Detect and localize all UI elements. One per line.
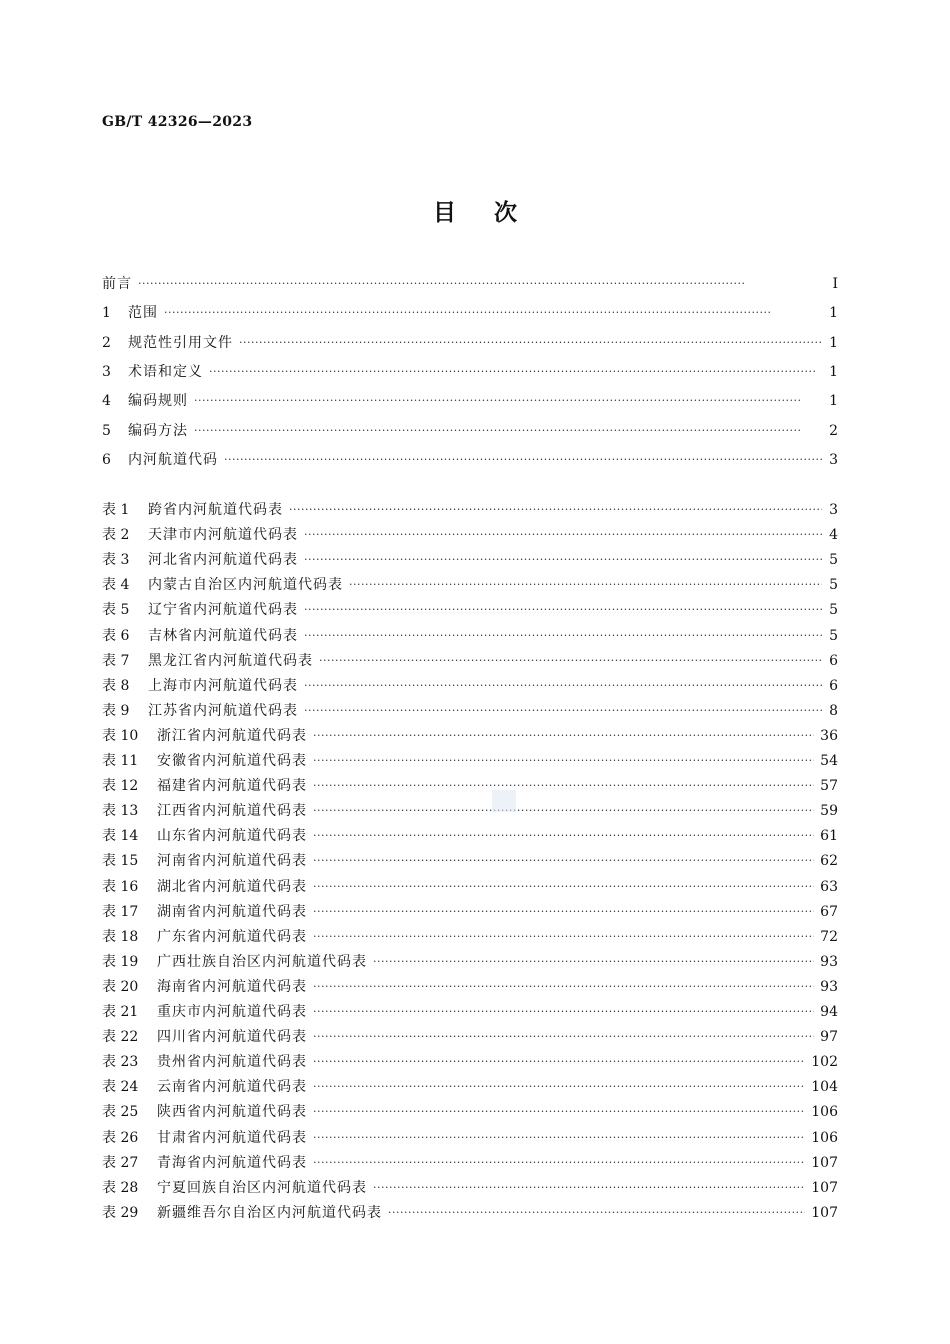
toc-entry-number: 表 11 xyxy=(102,753,139,769)
toc-entry-page: 72 xyxy=(820,928,838,945)
toc-entry-label: 四川省内河航道代码表 xyxy=(157,1029,307,1046)
toc-entry-number: 表 6 xyxy=(102,627,130,644)
dot-leader xyxy=(388,1201,805,1225)
toc-entry[interactable] xyxy=(102,1126,838,1150)
toc-entry-page: 107 xyxy=(811,1179,838,1196)
toc-entry[interactable] xyxy=(102,272,838,296)
toc-entry[interactable] xyxy=(102,1075,838,1099)
toc-entry-page: 6 xyxy=(829,652,838,669)
toc-entry-page: 94 xyxy=(820,1004,838,1020)
dot-leader xyxy=(313,900,814,924)
toc-entry-page: 3 xyxy=(829,502,838,518)
toc-entry[interactable] xyxy=(102,448,838,472)
toc-entry[interactable] xyxy=(102,674,838,698)
dot-leader xyxy=(373,950,814,974)
toc-entry-number: 表 3 xyxy=(102,552,130,569)
document-code: GB/T 42326—2023 xyxy=(102,114,253,130)
toc-entry-number: 表 8 xyxy=(102,677,130,694)
toc-entry-number: 表 18 xyxy=(102,928,139,945)
dot-leader xyxy=(138,272,822,296)
toc-entry-label: 陕西省内河航道代码表 xyxy=(157,1104,307,1121)
watermark-mark xyxy=(492,790,516,812)
toc-entry-number: 4 xyxy=(102,393,111,410)
toc-entry-page: 106 xyxy=(811,1104,838,1121)
dot-leader xyxy=(313,749,814,773)
toc-entry-page: 102 xyxy=(811,1054,838,1071)
toc-entry-label: 跨省内河航道代码表 xyxy=(148,502,283,518)
toc-entry-number: 表 25 xyxy=(102,1104,139,1121)
toc-entry-label: 范围 xyxy=(128,305,158,322)
toc-entry-page: 6 xyxy=(829,677,838,694)
dot-leader xyxy=(209,360,822,384)
dot-leader xyxy=(313,975,814,999)
toc-entry-label: 术语和定义 xyxy=(128,363,203,380)
dot-leader xyxy=(373,1176,805,1200)
dot-leader xyxy=(313,1075,805,1099)
dot-leader xyxy=(304,598,822,622)
toc-entry-label: 江苏省内河航道代码表 xyxy=(148,702,298,719)
toc-entry-page: 5 xyxy=(829,627,838,644)
toc-entry-page: 5 xyxy=(829,602,838,619)
dot-leader xyxy=(304,548,822,572)
dot-leader xyxy=(313,1126,805,1150)
toc-entry[interactable] xyxy=(102,301,838,325)
toc-entry-label: 广西壮族自治区内河航道代码表 xyxy=(157,953,367,970)
toc-entry-page: 1 xyxy=(829,393,838,410)
toc-entry-number: 表 22 xyxy=(102,1029,139,1046)
toc-entry-label: 山东省内河航道代码表 xyxy=(157,828,307,845)
toc-entry-page: 67 xyxy=(820,903,838,920)
toc-entry[interactable] xyxy=(102,799,838,823)
toc-entry[interactable] xyxy=(102,1201,838,1225)
toc-entry-label: 辽宁省内河航道代码表 xyxy=(148,602,298,619)
toc-entry-label: 湖南省内河航道代码表 xyxy=(157,903,307,920)
toc-entry[interactable] xyxy=(102,1176,838,1200)
dot-leader xyxy=(304,699,822,723)
toc-entry-number: 表 27 xyxy=(102,1154,139,1171)
toc-entry-label: 贵州省内河航道代码表 xyxy=(157,1054,307,1071)
toc-entry-number: 表 9 xyxy=(102,702,130,719)
dot-leader xyxy=(313,1000,814,1024)
toc-entry-label: 江西省内河航道代码表 xyxy=(157,803,307,820)
toc-entry[interactable] xyxy=(102,498,838,522)
toc-entry[interactable] xyxy=(102,1100,838,1124)
toc-entry[interactable] xyxy=(102,774,838,798)
toc-entry-page: 104 xyxy=(811,1079,838,1096)
toc-entry-label: 青海省内河航道代码表 xyxy=(157,1154,307,1171)
toc-entry[interactable] xyxy=(102,573,838,597)
toc-entry-number: 表 26 xyxy=(102,1129,139,1146)
toc-entry-number: 2 xyxy=(102,334,111,351)
toc-entry-number: 表 7 xyxy=(102,652,130,669)
toc-entry-label: 福建省内河航道代码表 xyxy=(157,778,307,795)
dot-leader xyxy=(349,573,822,597)
toc-entry[interactable] xyxy=(102,724,838,748)
toc-entry-page: 36 xyxy=(820,727,838,744)
dot-leader xyxy=(313,824,814,848)
toc-entry-number: 表 13 xyxy=(102,803,139,820)
toc-entry-page: 5 xyxy=(829,552,838,569)
dot-leader xyxy=(319,649,822,673)
toc-entry-label: 吉林省内河航道代码表 xyxy=(148,627,298,644)
dot-leader xyxy=(164,301,822,325)
toc-entry-page: 3 xyxy=(829,451,838,468)
toc-entry-number: 表 20 xyxy=(102,978,139,995)
toc-entry-label: 编码方法 xyxy=(128,422,188,439)
dot-leader xyxy=(313,875,814,899)
dot-leader xyxy=(224,448,822,472)
toc-entry-page: 4 xyxy=(829,527,838,544)
dot-leader xyxy=(313,799,814,823)
toc-entry-page: 93 xyxy=(820,953,838,970)
toc-entry-page: 59 xyxy=(820,803,838,820)
toc-entry-label: 黑龙江省内河航道代码表 xyxy=(148,652,313,669)
toc-entry-label: 云南省内河航道代码表 xyxy=(157,1079,307,1096)
toc-entry-page: 107 xyxy=(811,1154,838,1171)
toc-entry-number: 表 10 xyxy=(102,727,139,744)
toc-entry-page: 1 xyxy=(829,334,838,351)
toc-entry-number: 表 4 xyxy=(102,577,130,594)
toc-entry-label: 河北省内河航道代码表 xyxy=(148,552,298,569)
dot-leader xyxy=(313,849,814,873)
toc-entry-number: 表 28 xyxy=(102,1179,139,1196)
toc-entry-page: 57 xyxy=(820,778,838,795)
toc-entry-number: 表 2 xyxy=(102,527,130,544)
dot-leader xyxy=(304,523,822,547)
dot-leader xyxy=(304,674,822,698)
toc-entry[interactable] xyxy=(102,749,838,773)
toc-entry-label: 编码规则 xyxy=(128,393,188,410)
dot-leader xyxy=(304,624,822,648)
toc-entry[interactable] xyxy=(102,389,838,413)
toc-entry-page: 63 xyxy=(820,878,838,895)
toc-entry-number: 表 29 xyxy=(102,1204,139,1221)
dot-leader xyxy=(194,419,822,443)
toc-entry-label: 前言 xyxy=(102,276,132,292)
toc-entry-label: 湖北省内河航道代码表 xyxy=(157,878,307,895)
toc-entry-label: 规范性引用文件 xyxy=(128,334,233,351)
toc-entry-page: 5 xyxy=(829,577,838,594)
toc-entry-page: 1 xyxy=(829,363,838,380)
toc-entry-label: 广东省内河航道代码表 xyxy=(157,928,307,945)
toc-entry-page: 8 xyxy=(829,702,838,719)
toc-entry-page: 107 xyxy=(811,1204,838,1221)
toc-entry[interactable] xyxy=(102,975,838,999)
toc-entry-number: 表 19 xyxy=(102,953,139,970)
toc-entry-page: 62 xyxy=(820,853,838,870)
toc-entry[interactable] xyxy=(102,649,838,673)
toc-entry-label: 甘肃省内河航道代码表 xyxy=(157,1129,307,1146)
toc-entry-number: 3 xyxy=(102,363,111,380)
toc-entry[interactable] xyxy=(102,1000,838,1024)
toc-entry-label: 新疆维吾尔自治区内河航道代码表 xyxy=(157,1204,382,1221)
toc-entry[interactable] xyxy=(102,1050,838,1074)
toc-entry-label: 上海市内河航道代码表 xyxy=(148,677,298,694)
toc-entry[interactable] xyxy=(102,624,838,648)
dot-leader xyxy=(313,774,814,798)
toc-entry-page: 106 xyxy=(811,1129,838,1146)
toc-entry-label: 内蒙古自治区内河航道代码表 xyxy=(148,577,343,594)
page-title: 目次 xyxy=(433,199,555,226)
dot-leader xyxy=(313,724,814,748)
toc-entry-label: 河南省内河航道代码表 xyxy=(157,853,307,870)
toc-entry-number: 表 16 xyxy=(102,878,139,895)
toc-entry[interactable] xyxy=(102,1151,838,1175)
toc-entry[interactable] xyxy=(102,1025,838,1049)
toc-entry[interactable] xyxy=(102,824,838,848)
toc-entry-number: 表 5 xyxy=(102,602,130,619)
dot-leader xyxy=(313,1025,814,1049)
toc-entry[interactable] xyxy=(102,900,838,924)
toc-entry-number: 表 23 xyxy=(102,1054,139,1071)
toc-entry-label: 内河航道代码 xyxy=(128,451,218,468)
toc-entry-number: 表 15 xyxy=(102,853,139,870)
toc-entry-label: 天津市内河航道代码表 xyxy=(148,527,298,544)
dot-leader xyxy=(239,331,822,355)
toc-entry[interactable] xyxy=(102,598,838,622)
dot-leader xyxy=(313,1100,805,1124)
toc-entry-page: 1 xyxy=(829,305,838,322)
toc-entry-number: 6 xyxy=(102,451,111,468)
dot-leader xyxy=(194,389,822,413)
toc-entry-page: 61 xyxy=(820,828,838,845)
toc-entry-number: 表 21 xyxy=(102,1004,139,1020)
toc-entry[interactable] xyxy=(102,849,838,873)
toc-entry-number: 1 xyxy=(102,305,111,322)
dot-leader xyxy=(289,498,822,522)
toc-entry-number: 表 12 xyxy=(102,778,139,795)
toc-entry-label: 浙江省内河航道代码表 xyxy=(157,727,307,744)
toc-entry[interactable] xyxy=(102,360,838,384)
toc-entry[interactable] xyxy=(102,950,838,974)
toc-entry-page: 97 xyxy=(820,1029,838,1046)
toc-entry[interactable] xyxy=(102,331,838,355)
dot-leader xyxy=(313,925,814,949)
toc-entry-number: 表 24 xyxy=(102,1079,139,1096)
dot-leader xyxy=(313,1151,805,1175)
toc-entry-label: 宁夏回族自治区内河航道代码表 xyxy=(157,1179,367,1196)
toc-entry-number: 表 1 xyxy=(102,502,130,518)
toc-entry-page: 2 xyxy=(829,422,838,439)
toc-entry-label: 安徽省内河航道代码表 xyxy=(157,753,307,769)
toc-entry-page: Ⅰ xyxy=(832,276,838,292)
dot-leader xyxy=(313,1050,805,1074)
toc-entry[interactable] xyxy=(102,925,838,949)
toc-entry[interactable] xyxy=(102,523,838,547)
toc-entry[interactable] xyxy=(102,548,838,572)
toc-entry[interactable] xyxy=(102,875,838,899)
toc-entry-page: 54 xyxy=(820,753,838,769)
toc-entry-number: 表 17 xyxy=(102,903,139,920)
toc-entry-page: 93 xyxy=(820,978,838,995)
toc-entry[interactable] xyxy=(102,699,838,723)
toc-entry-number: 5 xyxy=(102,422,111,439)
toc-entry-label: 海南省内河航道代码表 xyxy=(157,978,307,995)
toc-entry[interactable] xyxy=(102,419,838,443)
toc-entry-label: 重庆市内河航道代码表 xyxy=(157,1004,307,1020)
toc-entry-number: 表 14 xyxy=(102,828,139,845)
